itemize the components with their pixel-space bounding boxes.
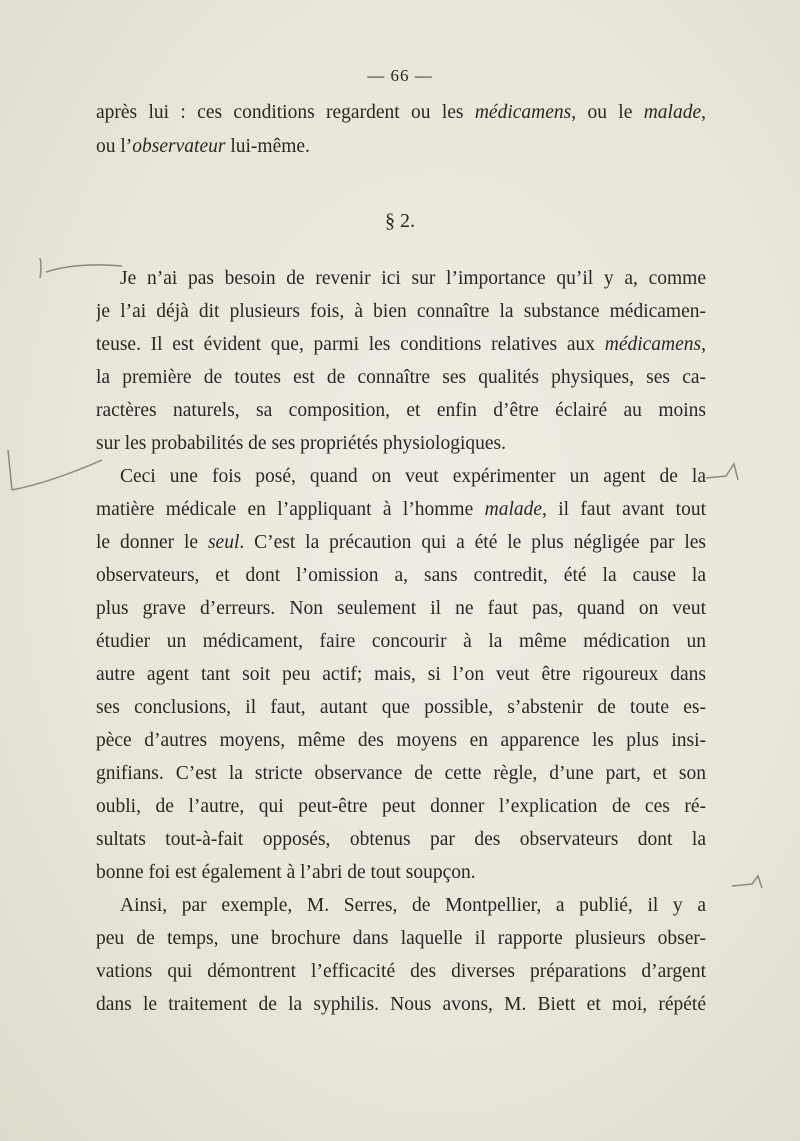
text-line: autre agent tant soit peu actif; mais, si l’on veut être rigoureux dans: [96, 664, 706, 685]
pencil-margin-mark-2: [2, 440, 112, 500]
text-line: plus grave d’erreurs. Non seulement il ne faut pas, quand on veut: [96, 598, 706, 619]
pencil-margin-mark-4: [730, 872, 770, 896]
text-line: ractères naturels, sa composition, et enfin d’être éclairé au moins: [96, 400, 706, 421]
text-line: observateurs, et dont l’omission a, sans contredit, été la cause la: [96, 565, 706, 586]
text-line: la première de toutes est de connaître ses qualités physiques, ses ca-: [96, 367, 706, 388]
text-line: dans le traitement de la syphilis. Nous avons, M. Biett et moi, répété: [96, 994, 706, 1015]
text-line: Ainsi, par exemple, M. Serres, de Montpellier, a publié, il y a: [120, 895, 706, 916]
text-line: Je n’ai pas besoin de revenir ici sur l’importance qu’il y a, comme: [120, 268, 706, 289]
text-line: Ceci une fois posé, quand on veut expérimenter un agent de la: [120, 466, 706, 487]
text-line: sultats tout-à-fait opposés, obtenus par des observateurs dont la: [96, 829, 706, 850]
text-line: après lui : ces conditions regardent ou les médicamens, ou le malade,: [96, 102, 706, 123]
pencil-margin-mark-3: [704, 460, 744, 490]
text-line: ses conclusions, il faut, autant que possible, s’abstenir de toute es-: [96, 697, 706, 718]
text-line: ou l’observateur lui-même.: [96, 136, 310, 157]
text-line: matière médicale en l’appliquant à l’homme malade, il faut avant tout: [96, 499, 706, 520]
pencil-margin-mark-1: [22, 250, 132, 300]
text-line: bonne foi est également à l’abri de tout soupçon.: [96, 862, 476, 883]
text-line: pèce d’autres moyens, même des moyens en apparence les plus insi-: [96, 730, 706, 751]
text-line: je l’ai déjà dit plusieurs fois, à bien connaître la substance médicamen-: [96, 301, 706, 322]
text-line: oubli, de l’autre, qui peut-être peut donner l’explication de ces ré-: [96, 796, 706, 817]
text-line: gnifians. C’est la stricte observance de cette règle, d’une part, et son: [96, 763, 706, 784]
page-number: — 66 —: [367, 66, 433, 85]
text-line: étudier un médicament, faire concourir à la même médication un: [96, 631, 706, 652]
text-line: vations qui démontrent l’efficacité des diverses préparations d’argent: [96, 961, 706, 982]
text-line: sur les probabilités de ses propriétés physiologiques.: [96, 433, 506, 454]
text-line: peu de temps, une brochure dans laquelle il rapporte plusieurs obser-: [96, 928, 706, 949]
text-line: le donner le seul. C’est la précaution qui a été le plus négligée par les: [96, 532, 706, 553]
section-heading: § 2.: [385, 210, 415, 232]
text-line: teuse. Il est évident que, parmi les conditions relatives aux médicamens,: [96, 334, 706, 355]
